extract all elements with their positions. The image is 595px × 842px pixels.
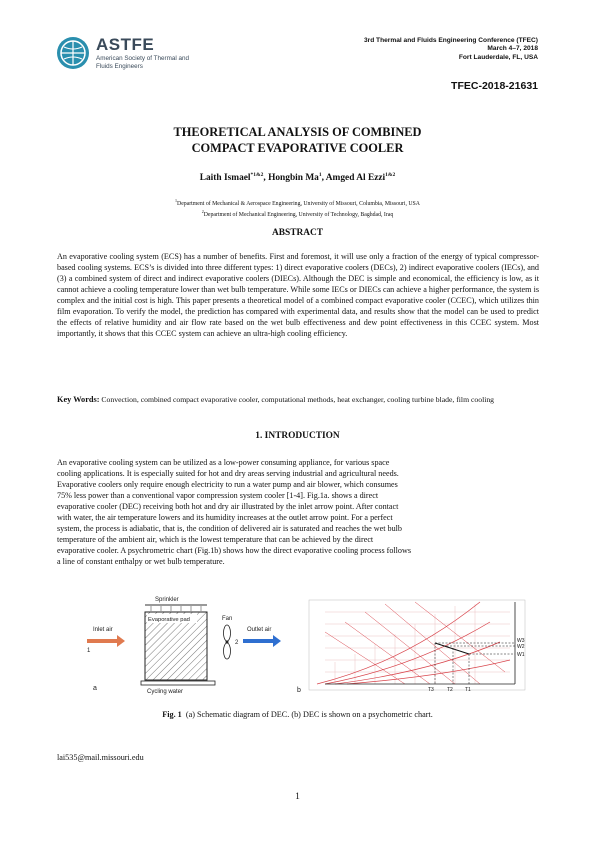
intro-line: cooling applications. It is especially suited for hot and dry areas serving industrial and agricultural needs. [57, 469, 399, 479]
affiliations [0, 197, 595, 219]
intro-line: Evaporative coolers only require enough electricity to run a water pump and air blower, which consumes [57, 480, 398, 490]
caption-label: Fig. 1 [162, 710, 182, 719]
figure-1 [85, 592, 530, 700]
panel-a-schematic [87, 597, 281, 695]
abstract-heading: ABSTRACT [271, 228, 324, 238]
intro-line: 75% less power than a conventional vapor compression system cooler [1-4]. Fig.1a. shows a direct [57, 491, 379, 501]
inlet-label: Inlet air [93, 627, 113, 633]
water-tray [141, 681, 215, 685]
logo-name: ASTFE [96, 35, 155, 54]
chart-label-w2: W2 [517, 644, 525, 650]
inlet-arrow-icon [87, 635, 125, 647]
intro-line: temperature of the ambient air, which is the lowest temperature that can be achieved by the direct [57, 535, 374, 545]
affiliation [0, 208, 595, 219]
logo-subtitle: American Society of Thermal and Fluids Engineers [96, 55, 189, 70]
author-name: Amged Al Ezzi [325, 173, 386, 184]
chart-label-t3: T3 [428, 687, 434, 693]
title-line: COMPACT EVAPORATIVE COOLER [191, 141, 404, 155]
keywords [57, 395, 539, 406]
author-sup: 1&2 [385, 172, 396, 178]
author-sup: 1 [318, 172, 322, 178]
intro-line: system, the process is adiabatic, that is, the condition of delivered air is saturated and reaches the wet bulb [57, 524, 402, 534]
paper-title [0, 124, 595, 156]
pad-label: Evaporative pad [148, 617, 190, 623]
affiliation-sup: 1 [175, 198, 178, 203]
conference-location: Fort Lauderdale, FL, USA [458, 53, 538, 61]
conference-info [364, 37, 538, 62]
figure-caption [0, 710, 595, 719]
panel-a-label: a [93, 685, 97, 692]
conference-date: March 4–7, 2018 [487, 45, 538, 53]
intro-line: An evaporative cooling system can be utilized as a low-power consuming appliance, for various space [57, 458, 390, 467]
affiliation [0, 197, 595, 208]
inlet-number: 1 [87, 648, 91, 654]
title-line: THEORETICAL ANALYSIS OF COMBINED [173, 125, 422, 139]
panel-b-psychrometric-chart [297, 600, 525, 694]
intro-text [57, 457, 535, 567]
outlet-arrow-icon [243, 635, 281, 647]
outlet-label: Outlet air [247, 627, 272, 633]
sprinkler-label: Sprinkler [155, 597, 179, 603]
chart-label-w1: W1 [517, 652, 525, 658]
affiliation-text: Department of Mechanical Engineering, University of Technology, Baghdad, Iraq [203, 211, 394, 218]
figure-1-graphic [85, 592, 530, 700]
outlet-number: 2 [235, 640, 239, 646]
keywords-text: Convection, combined compact evaporative cooler, computational methods, heat exchanger, cooling turbine blade, film cooling [101, 395, 495, 404]
fan-icon [224, 625, 231, 659]
page-number: 1 [295, 792, 300, 802]
chart-label-w3: W3 [517, 638, 525, 644]
affiliation-text: Department of Mechanical & Aerospace Engineering, University of Missouri, Columbia, Missouri, USA [177, 200, 420, 207]
paper-id: TFEC-2018-21631 [451, 80, 538, 92]
intro-line: evaporative cooler (DEC) receiving both hot and dry air illustrated by the inlet arrow point. After contact [57, 502, 399, 512]
caption-text: (a) Schematic diagram of DEC. (b) DEC is shown on a psychometric chart. [185, 710, 433, 719]
conference-name: 3rd Thermal and Fluids Engineering Conference (TFEC) [363, 37, 538, 44]
chart-label-t2: T2 [447, 687, 453, 693]
intro-line: with water, the air temperature lowers and its humidity increases at the outlet arrow point. For a perfect [57, 513, 393, 523]
author-list: Laith Ismael$^{*1\&2}$, Hongbin Ma$^1$, Amged Al Ezzi$^{1\&2}$ [199, 172, 396, 184]
intro-line: a line of constant enthalpy or wet bulb temperature. [57, 557, 225, 567]
intro-heading: 1. INTRODUCTION [255, 431, 340, 441]
intro-line: evaporative cooler. A psychrometric chart (Fig.1b) shows how the direct evaporative cooling process follows [57, 546, 412, 556]
author-email[interactable]: lai535@mail.missouri.edu [57, 753, 144, 762]
fan-label: Fan [222, 616, 233, 622]
abstract-text: An evaporative cooling system (ECS) has a number of benefits. First and foremost, it will use only a fraction of the energy of typical compressor-based cooling systems. ECS’s is divided into three different types: 1) direct evaporative coolers (DECs), 2) indirect evaporative coolers (IECs), and (3) a combined system of direct and indirect evaporative coolers (DIECs). Although the DEC is simple and economical, the efficiency is low, as it cannot achieve a cooling temperature lower than wet bulb temperature. While some IECs or DIECs can achieve a higher performance, the system is complex and the initial cost is high. This paper presents a theoretical model of a combined compact evaporative cooler (CCEC), which utilizes thin film evaporation. To verify the model, the prediction has compared with experimental data, and results show that the model can be used to predict the effects of relative humidity and air flow rate based on the wet bulb effectiveness and dew point effectiveness in this CCEC system. Most importantly, it shows that this CCEC system can achieve an ultra-high cooling efficiency. [57, 252, 539, 339]
affiliation-sup: 2 [201, 208, 204, 214]
chart-label-t1: T1 [465, 687, 471, 693]
author-sup: *1&2 [250, 172, 264, 178]
author-name: Laith Ismael [199, 173, 251, 184]
logo-globe-icon [56, 36, 90, 70]
keywords-label: Key Words: [57, 395, 100, 404]
author-name: Hongbin Ma [268, 173, 319, 184]
astfe-logo [56, 36, 90, 70]
panel-b-label: b [297, 687, 301, 694]
water-label: Cycling water [147, 689, 184, 695]
